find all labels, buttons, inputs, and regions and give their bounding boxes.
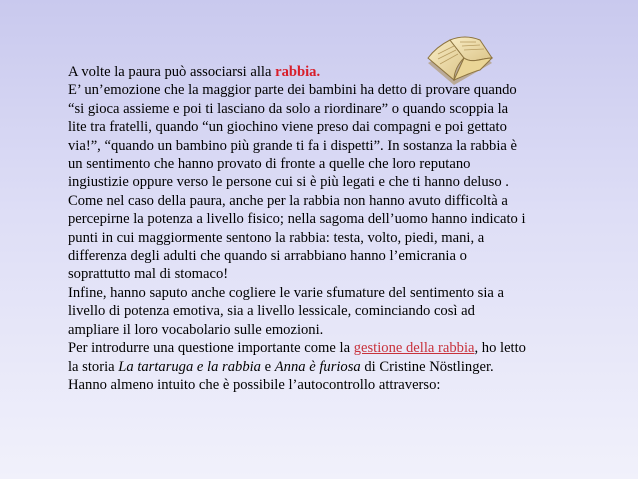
text-line: E’ un’emozione che la maggior parte dei bambini ha detto di provare quando xyxy=(68,82,517,99)
book-title: La tartaruga e la rabbia xyxy=(118,358,261,375)
emphasis-rabbia: rabbia. xyxy=(275,64,321,80)
text-segment: Per introdurre una questione importante come la xyxy=(68,340,354,357)
text-line: “si gioca assieme e poi ti lasciano da solo a riordinare” o quando scoppia la xyxy=(68,100,509,117)
body-text xyxy=(68,63,634,394)
text-line: ampliare il loro vocabolario sulle emozioni. xyxy=(68,321,324,338)
text-line: soprattutto mal di stomaco! xyxy=(68,266,229,283)
text-line: livello di potenza emotiva, sia a livello lessicale, cominciando così ad xyxy=(68,303,475,320)
text-line: Hanno almeno intuito che è possibile l’autocontrollo attraverso: xyxy=(68,376,441,393)
book-title: Anna è furiosa xyxy=(274,358,361,375)
text-line: punti in cui maggiormente sentono la rabbia: testa, volto, piedi, mani, a xyxy=(68,229,485,246)
text-line xyxy=(68,358,634,376)
text-line: Infine, hanno saputo anche cogliere le varie sfumature del sentimento sia a xyxy=(68,284,505,301)
text-segment: di Cristine Nöstlinger. xyxy=(360,358,494,375)
text-segment: , ho letto xyxy=(474,340,526,357)
text-line xyxy=(68,63,634,81)
text-segment: A volte la paura può associarsi alla xyxy=(68,64,276,80)
text-line: percepirne la potenza a livello fisico; nella sagoma dell’uomo hanno indicato i xyxy=(68,211,526,228)
text-line: lite tra fratelli, quando “un giochino viene preso dai compagni e poi gettato xyxy=(68,119,507,136)
text-line: differenza degli adulti che quando si arrabbiano hanno l’emicrania o xyxy=(68,248,467,265)
text-line: un sentimento che hanno provato di fronte a quelle che loro reputano xyxy=(68,156,471,173)
text-segment: e xyxy=(260,358,275,375)
text-line xyxy=(68,339,634,357)
text-line: via!”, “quando un bambino più grande ti fa i dispetti”. In sostanza la rabbia è xyxy=(68,137,518,154)
gestione-rabbia-link[interactable]: gestione della rabbia xyxy=(353,340,475,357)
text-line: ingiustizie oppure verso le persone cui si è più legati e che ti hanno deluso . xyxy=(68,174,509,191)
text-segment: la storia xyxy=(68,358,119,375)
text-line: Come nel caso della paura, anche per la rabbia non hanno avuto difficoltà a xyxy=(68,192,508,209)
